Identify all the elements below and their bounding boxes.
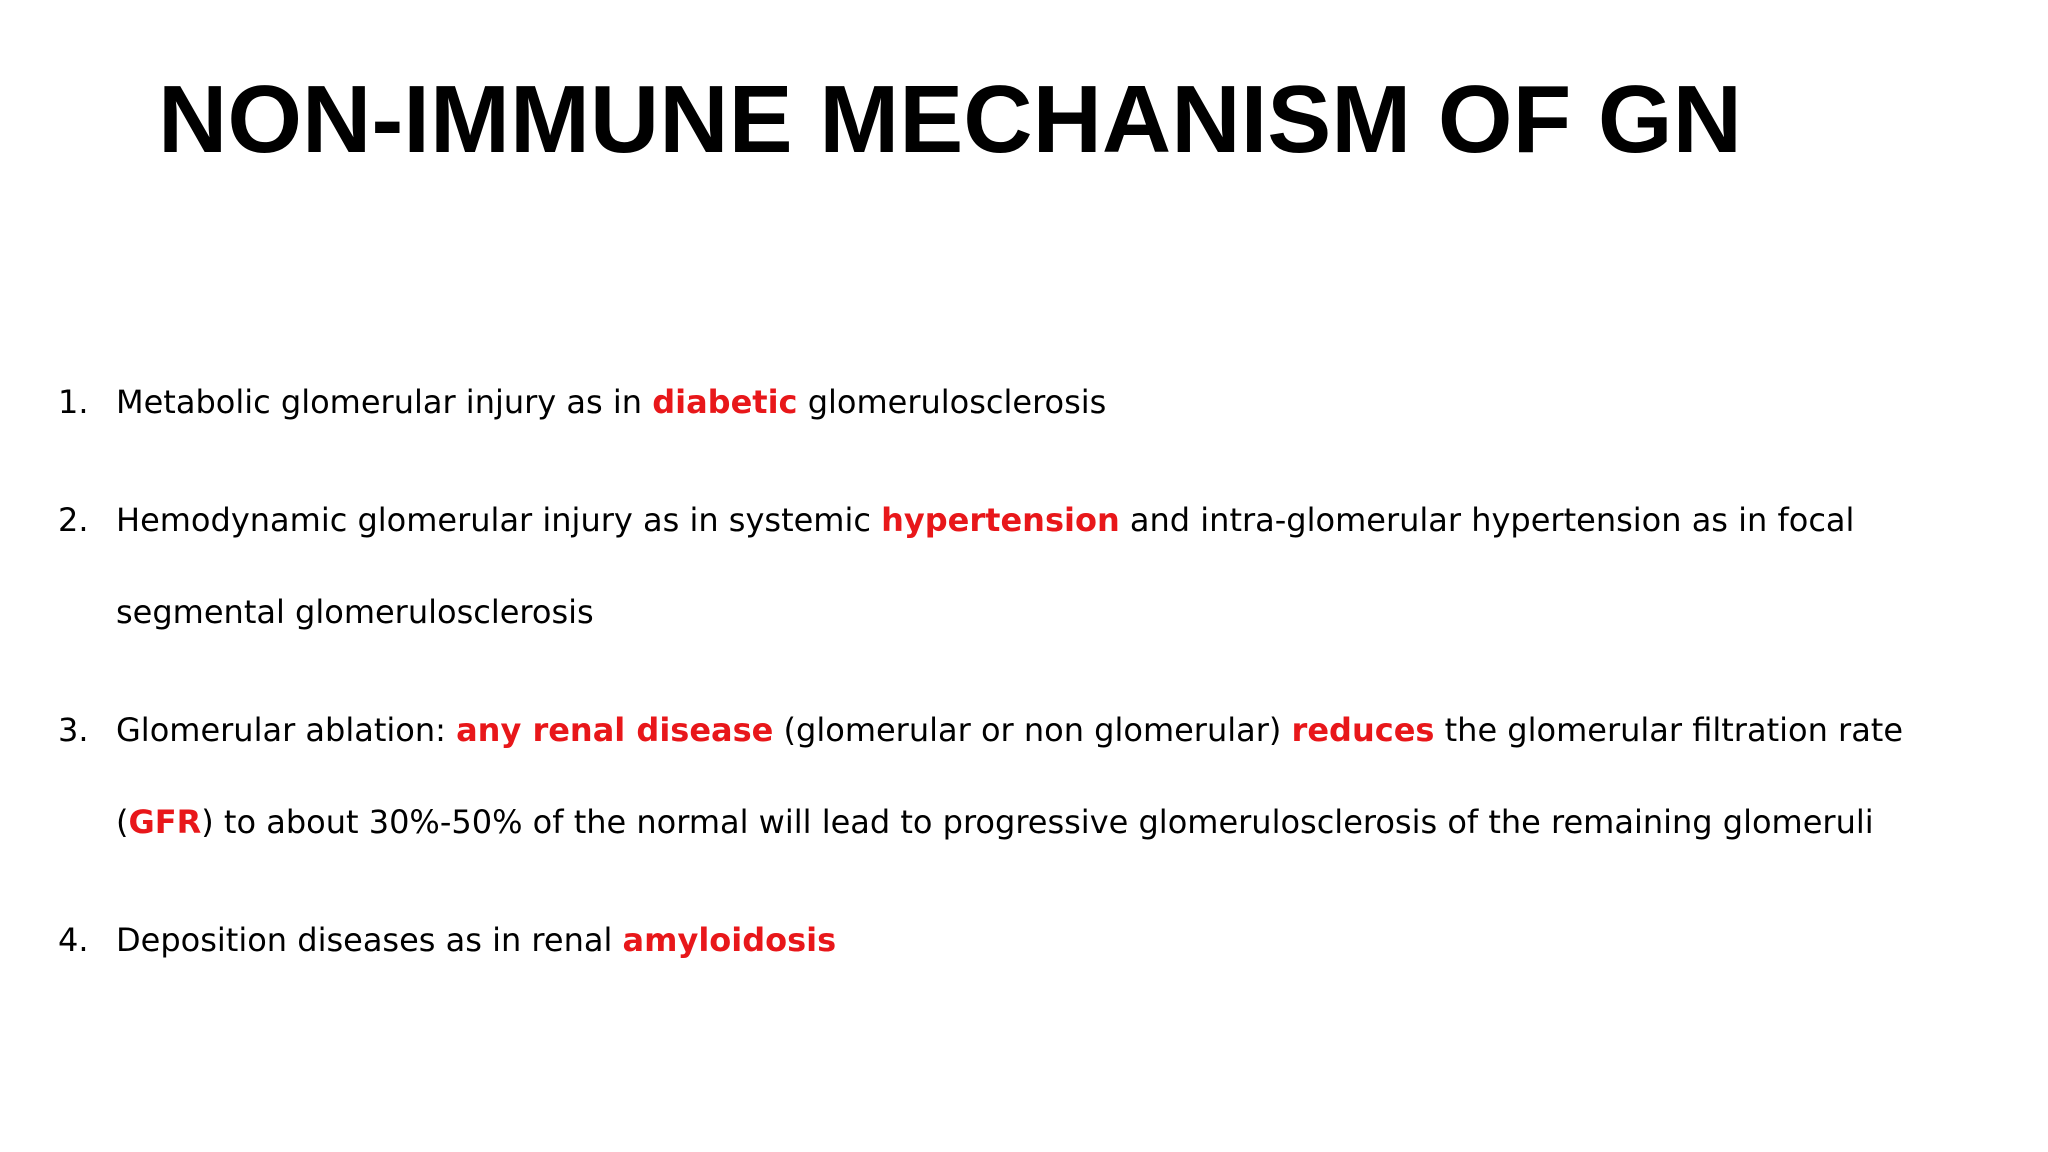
list-item [58,894,1998,986]
slide-title: NON-IMMUNE MECHANISM OF GN [158,66,1742,173]
text-run: and intra-glomerular hypertension as in focal segmental glomerulosclerosis [116,501,1855,631]
list-item-text [116,684,2006,868]
text-run: the glomerular filtration rate ( [116,711,1904,841]
list-number: 4. [58,921,89,959]
text-run: glomerulosclerosis [797,383,1107,421]
list-item [58,474,1998,658]
highlight-hypertension: hypertension [881,501,1120,539]
highlight-any-renal-disease: any renal disease [456,711,774,749]
text-run: Deposition diseases as in renal [116,921,623,959]
text-run: ) to about 30%-50% of the normal will lead to progressive glomerulosclerosis of the remaining glomeruli [201,803,1874,841]
list-item-text [116,474,2006,658]
text-run: Hemodynamic glomerular injury as in systemic [116,501,882,539]
list-item [58,684,1998,868]
text-run: Glomerular ablation: [116,711,457,749]
highlight-reduces: reduces [1291,711,1435,749]
list-number: 1. [58,383,89,421]
text-run: Metabolic glomerular injury as in [116,383,653,421]
list-item-text [116,356,2006,448]
highlight-gfr: GFR [128,803,202,841]
text-run: (glomerular or non glomerular) [773,711,1292,749]
list-item [58,356,1998,448]
highlight-diabetic: diabetic [652,383,798,421]
highlight-amyloidosis: amyloidosis [622,921,837,959]
list-item-text [116,894,2006,986]
list-number: 2. [58,501,89,539]
list-number: 3. [58,711,89,749]
